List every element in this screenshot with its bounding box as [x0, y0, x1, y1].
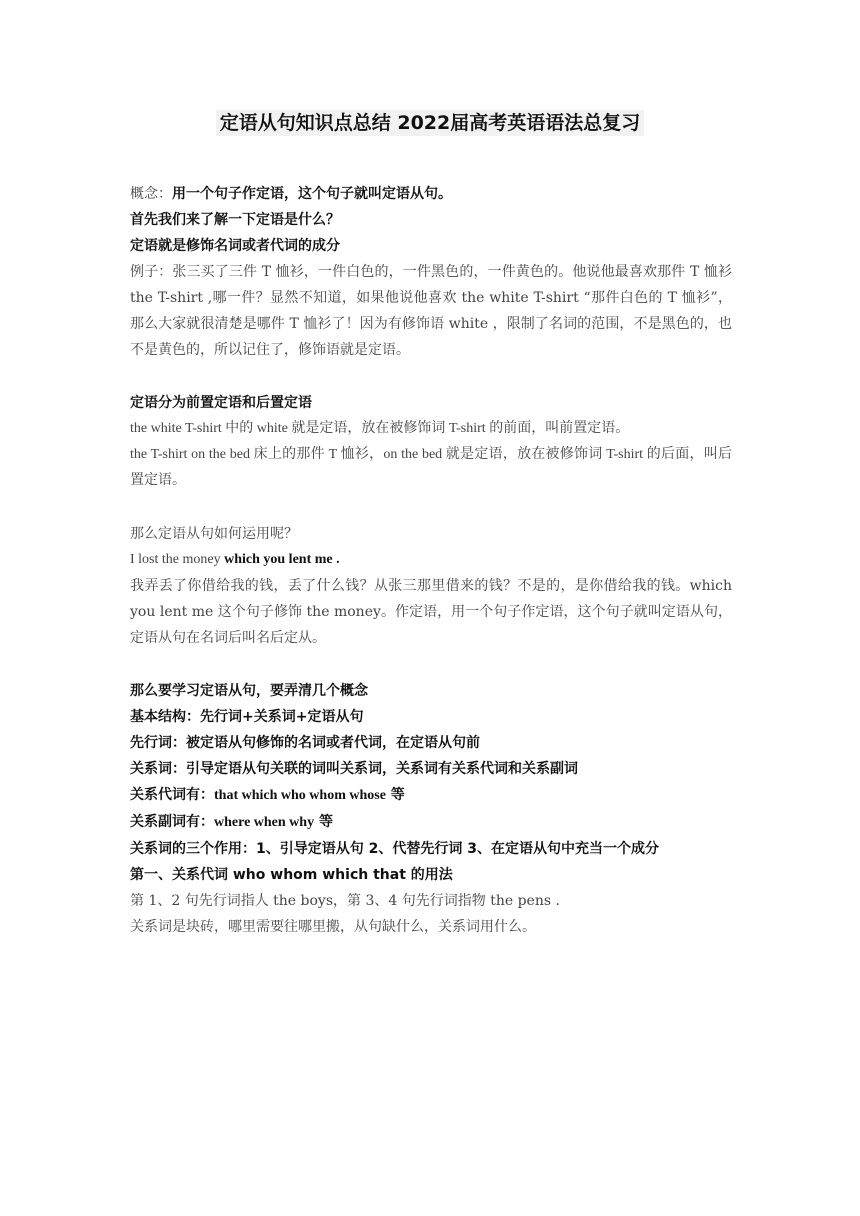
rel-pron-words: that which who whom whose	[214, 788, 386, 803]
relative-adverbs-line	[130, 809, 732, 836]
sentence-note: 第 1、2 句先行词指人 the boys，第 3、4 句先行词指物 the pens .	[130, 893, 560, 909]
definition-line: 定语就是修饰名词或者代词的成分	[130, 238, 340, 254]
concept-line	[130, 181, 732, 207]
how-question: 那么定语从句如何运用呢？	[130, 526, 298, 542]
pre-attribute-line: the white T-shirt 中的 white 就是定语，放在被修饰词 T-shirt 的前面，叫前置定语。	[130, 421, 630, 436]
sentence-bold: which you lent me .	[224, 552, 340, 567]
spacer	[130, 494, 732, 521]
rel-adv-words: where when why	[214, 815, 315, 830]
relative-pronouns-line	[130, 782, 732, 809]
rel-pron-label: 关系代词有：	[130, 787, 214, 803]
example-sentence	[130, 547, 732, 573]
page-title	[0, 108, 860, 135]
roles-line: 关系词的三个作用：1、引导定语从句 2、代替先行词 3、在定语从句中充当一个成分	[130, 841, 659, 857]
rel-adv-label: 关系副词有：	[130, 814, 214, 830]
example-paragraph: 例子：张三买了三件 T 恤衫，一件白色的，一件黑色的，一件黄色的。他说他最喜欢那件 T 恤衫 the T-shirt ,哪一件？显然不知道，如果他说他喜欢 the white T-shirt “那件白色的 T 恤衫”，那么大家就很清楚是哪件 T 恤衫了！因为有修饰语 white ，限制了名词的范围，不是黑色的，也不是黄色的，所以记住了，修饰语就是定语。	[130, 264, 732, 358]
concepts-heading: 那么要学习定语从句，要弄清几个概念	[130, 683, 368, 699]
relative-line: 关系词：引导定语从句关联的词叫关系词，关系词有关系代词和关系副词	[130, 761, 578, 777]
brick-line: 关系词是块砖，哪里需要往哪里搬，从句缺什么，关系词用什么。	[130, 919, 536, 935]
rel-pron-tail: 等	[385, 787, 405, 803]
concept-text: 用一个句子作定语，这个句子就叫定语从句。	[172, 186, 452, 202]
spacer	[130, 363, 732, 390]
explanation-paragraph: 我弄丢了你借给我的钱，丢了什么钱？从张三那里借来的钱？不是的，是你借给我的钱。which you lent me 这个句子修饰 the money。作定语，用一个句子作定语，这个句子就叫定语从句，定语从句在名词后叫名后定从。	[130, 578, 732, 646]
sentence-plain: I lost the money	[130, 552, 225, 567]
document-body	[130, 181, 732, 940]
concept-label: 概念：	[130, 186, 172, 202]
structure-line: 基本结构：先行词+关系词+定语从句	[130, 709, 364, 725]
rel-adv-tail: 等	[314, 814, 333, 830]
post-attribute-line: the T-shirt on the bed 床上的那件 T 恤衫，on the bed 就是定语，放在被修饰词 T-shirt 的后面，叫后置定语。	[130, 447, 732, 488]
usage-heading: 第一、关系代词 who whom which that 的用法	[130, 867, 453, 883]
spacer	[130, 651, 732, 678]
split-heading: 定语分为前置定语和后置定语	[130, 395, 312, 411]
antecedent-line: 先行词：被定语从句修饰的名词或者代词，在定语从句前	[130, 735, 480, 751]
title-text: 定语从句知识点总结 2022届高考英语语法总复习	[216, 110, 645, 136]
question-line: 首先我们来了解一下定语是什么？	[130, 212, 340, 228]
